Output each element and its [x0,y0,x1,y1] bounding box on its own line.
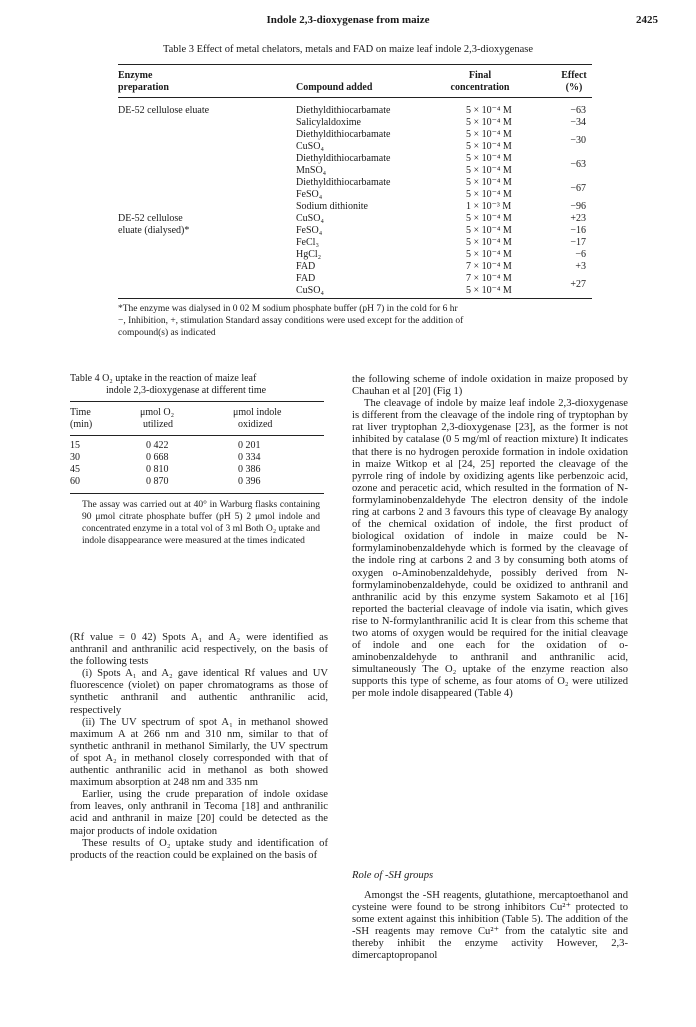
table3-footnote-line3: compound(s) as indicated [118,328,216,338]
table3-col-conc-2: concentration [450,82,510,93]
table3-cell-compound: FAD [296,261,316,272]
table3-cell-concentration: 5 × 10⁻⁴ M [466,177,512,188]
table4-caption-line1: Table 4 O₂ uptake in the reaction of maize leaf [70,373,257,384]
section-heading: Role of -SH groups [352,870,434,881]
table3-cell-concentration: 5 × 10⁻⁴ M [466,141,512,152]
table3-caption: Table 3 Effect of metal chelators, metals and FAD on maize leaf indole 2,3-dioxygenase [162,44,534,55]
table3-cell-concentration: 1 × 10⁻³ M [466,201,512,212]
table4-cell-indole: 0 386 [238,464,261,475]
table3-cell-effect: −6 [575,249,586,260]
table3-cell-effect: −17 [570,237,586,248]
table4-caption-line2: indole 2,3-dioxygenase at different time [106,385,267,396]
table4-col-time-1: Time [70,407,91,418]
right-paragraph-2: The cleavage of indole by maize leaf indole 2,3-dioxygenase is different from the cleavage of the indole ring of tryptophan by rat liver tryptophan 2,3-dioxygenase [23], as the former is not inhibited by catalase (0 5 mg/ml of reaction mixture) It indicates that there is no hydrogen peroxide formation in indole oxidation in maize Witkop et al [24, 25] reported the cleavage of the pyrrole ring of indole by oxidizing agents like perbenzoic acid, ozone and peracetic acid, which resulted in the formation of N-formylaminobenzaldehyde The electron density of the indole ring at carbons 2 and 3 favours this type of cleavage By analogy of the chemical oxidation of indole, the first product of biological oxidation of indole in maize could be N-formylaminobenzaldehyde which is formed by the cleavage of the indole ring at carbons 2 and 3 by consuming both atoms of oxygen o-Aminobenzaldehyde, possibly derived from N-formylaminobenzaldehyde, could be oxidized to anthranil and anthranilic acid by this enzyme system Sakamoto et al [16] reported the bacterial cleavage of indole via isatin, which gives rise to N-formylanthranilic acid It is clear from this scheme that two atoms of oxygen would be required for the initial cleavage of indole and one each for the oxidation of o-aminobenzaldehyde to anthranil and anthranilic acid, simultaneously The O₂ uptake of the enzyme reaction also supports this type of scheme, as four atoms of O₂ were utilized per mole indole disappeared (Table 4) [352,398,628,700]
table3-cell-effect: −67 [570,183,586,194]
table3-cell-effect: −63 [570,105,586,116]
table3-col-effect-1: Effect [561,70,587,81]
table3-footnote-line1: *The enzyme was dialysed in 0 02 M sodium phosphate buffer (pH 7) in the cold for 6 hr [118,304,458,314]
table4-cell-o2: 0 870 [146,476,169,487]
table3-cell-effect: −96 [570,201,586,212]
running-title: Indole 2,3-dioxygenase from maize [266,14,430,26]
table3-cell-concentration: 5 × 10⁻⁴ M [466,117,512,128]
table3-cell-concentration: 5 × 10⁻⁴ M [466,249,512,260]
page-number: 2425 [636,14,658,26]
table3-cell-compound: Sodium dithionite [296,201,368,212]
table4-col-o2-2: utilized [143,419,173,430]
table3-top-rule [118,64,592,65]
table4-bottom-rule [70,493,324,494]
table3-cell-concentration: 7 × 10⁻⁴ M [466,261,512,272]
table3-cell-compound: FeSO₄ [296,225,323,236]
table3-cell-compound: Diethyldithiocarbamate [296,153,391,164]
table3-footnote [118,303,592,339]
table4-caption [70,373,330,397]
table3-group1-label: DE-52 cellulose eluate [118,105,210,116]
table4-cell-o2: 0 422 [146,440,169,451]
table4-col-time-2: (min) [70,419,93,430]
table3-cell-compound: Diethyldithiocarbamate [296,177,391,188]
table3-cell-concentration: 5 × 10⁻⁴ M [466,105,512,116]
table4-cell-indole: 0 396 [238,476,261,487]
table3-cell-effect: +27 [570,279,586,290]
table3-cell-concentration: 5 × 10⁻⁴ M [466,213,512,224]
table3-group2-label-2: eluate (dialysed)* [118,225,190,236]
table4-cell-o2: 0 810 [146,464,169,475]
table4-cell-indole: 0 334 [238,452,261,463]
left-column-text [70,632,328,862]
right-column-text [352,374,628,701]
table3-cell-compound: Salicylaldoxime [296,117,361,128]
left-paragraph-1: (Rf value = 0 42) Spots A₁ and A₂ were identified as anthranil and anthranilic acid respectively, on the basis of the following tests [70,632,328,668]
table3-col-enzyme-1: Enzyme [118,70,153,81]
table3-cell-compound: CuSO₄ [296,285,324,296]
left-paragraph-2: (i) Spots A₁ and A₂ gave identical Rf values and UV fluorescence (violet) on paper chromatograms as those of synthetic anthranil and authentic anthranilic acid, respectively [70,668,328,716]
table3-cell-effect: −30 [570,135,586,146]
table3-cell-compound: CuSO₄ [296,213,324,224]
table3-col-effect-2: (%) [565,82,583,93]
left-paragraph-4: Earlier, using the crude preparation of indole oxidase from leaves, only anthranil in Tecoma [18] and anthranilic acid and anthranil in maize [20] could be detected as the major products of indole oxidation [70,789,328,837]
table3-cell-effect: +3 [575,261,586,272]
right-paragraph-1: the following scheme of indole oxidation in maize proposed by Chauhan et al [20] (Fig 1) [352,374,628,398]
table3-cell-compound: FeSO₄ [296,189,323,200]
table4-cell-indole: 0 201 [238,440,261,451]
left-paragraph-3: (ii) The UV spectrum of spot A₁ in methanol showed maximum A at 266 nm and 310 nm, similar to that of synthetic anthranil in methanol Similarly, the UV spectrum of spot A₂ in methanol closely corresponded with that of authentic anthranilic acid in methanol as both showed maximum absorption at 248 nm and 335 nm [70,716,328,789]
table3-cell-concentration: 5 × 10⁻⁴ M [466,225,512,236]
table4-top-rule [70,401,324,402]
table3-cell-effect: −16 [570,225,586,236]
table3-cell-concentration: 5 × 10⁻⁴ M [466,165,512,176]
table4-cell-time: 60 [70,476,80,487]
table3-col-enzyme-2: preparation [118,82,169,93]
table3-cell-effect: −34 [570,117,586,128]
table3-col-conc-1: Final [468,70,492,81]
table3-group2-label-1: DE-52 cellulose [118,213,183,224]
table4-cell-time: 15 [70,440,80,451]
table4-header-rule [70,435,324,436]
table3-cell-concentration: 5 × 10⁻⁴ M [466,237,512,248]
table3-cell-concentration: 7 × 10⁻⁴ M [466,273,512,284]
table3-bottom-rule [118,298,592,299]
table3-cell-effect: +23 [570,213,586,224]
table3-cell-compound: MnSO₄ [296,165,327,176]
table3-cell-compound: CuSO₄ [296,141,324,152]
table3-header-rule [118,97,592,98]
right-paragraph-3: Amongst the -SH reagents, glutathione, mercaptoethanol and cysteine were found to be strong inhibitors Cu²⁺ protected to some extent against this inhibition (Table 5). The addition of the -SH reagents may remove Cu²⁺ from the catalytic site and thereby inhibit the enzyme activity However, 2,3-dimercaptopropanol [352,890,628,962]
table4-cell-o2: 0 668 [146,452,169,463]
table4-cell-time: 45 [70,464,80,475]
table4-col-o2-1: μmol O₂ [140,407,175,418]
table4-cell-time: 30 [70,452,80,463]
table3-cell-effect: −63 [570,159,586,170]
table3-cell-concentration: 5 × 10⁻⁴ M [466,129,512,140]
table3-col-compound: Compound added [296,82,373,93]
table3-cell-concentration: 5 × 10⁻⁴ M [466,153,512,164]
table4-footnote: The assay was carried out at 40° in Warburg flasks containing 90 μmol citrate phosphate buffer (pH 5) 2 μmol indole and concentrated enzyme in a total vol of 3 ml Both O₂ uptake and indole disappearance were measured at the times indicated [82,500,320,546]
table3-cell-compound: FAD [296,273,316,284]
table3-cell-concentration: 5 × 10⁻⁴ M [466,285,512,296]
table3-cell-compound: FeCl₃ [296,237,319,248]
table4-col-indole-1: μmol indole [233,407,282,418]
table3-cell-compound: Diethyldithiocarbamate [296,129,391,140]
table3-cell-concentration: 5 × 10⁻⁴ M [466,189,512,200]
left-paragraph-5: These results of O₂ uptake study and identification of products of the reaction could be explained on the basis of [70,837,328,861]
table4-col-indole-2: oxidized [238,419,273,430]
right-column-text-2 [352,890,628,963]
table3-cell-compound: Diethyldithiocarbamate [296,105,391,116]
table3-footnote-line2: −, Inhibition, +, stimulation Standard assay conditions were used except for the addition of [118,316,464,326]
table3-cell-compound: HgCl₂ [296,249,322,260]
